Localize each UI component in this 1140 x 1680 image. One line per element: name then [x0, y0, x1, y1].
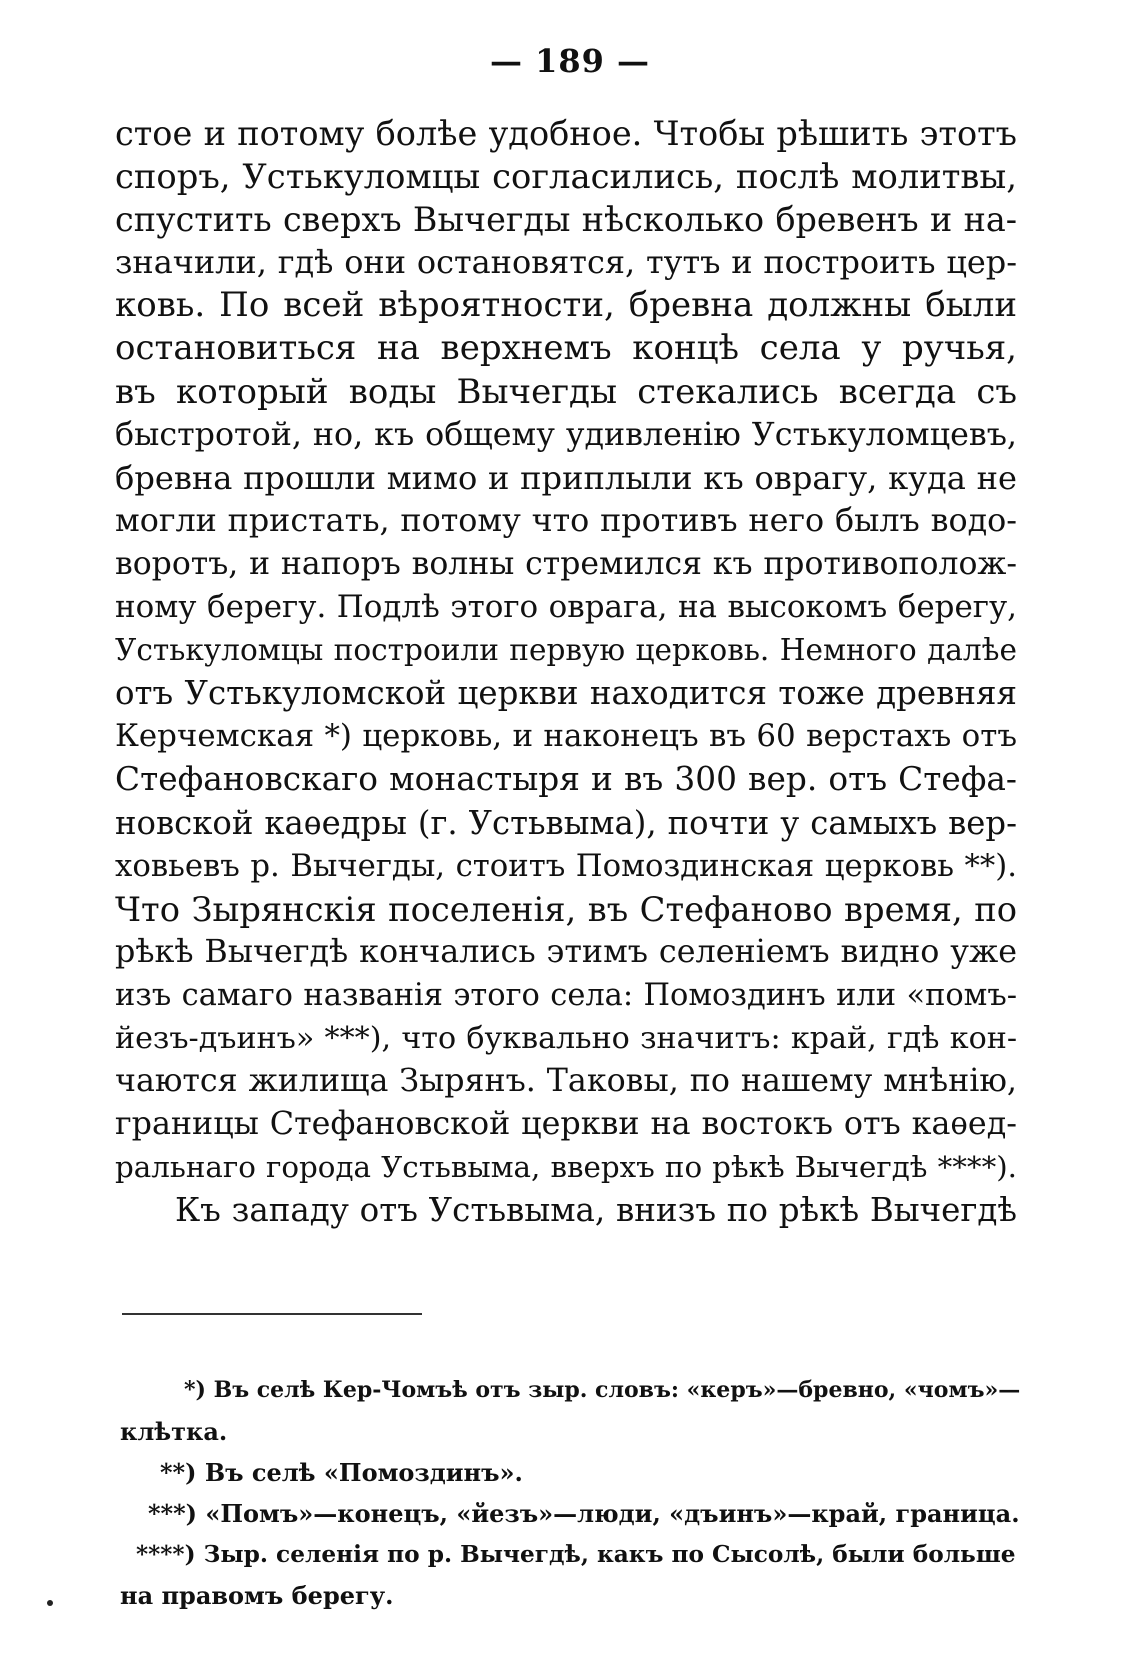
text-line: Что Зырянскія поселенія, въ Стефаново время, по: [115, 889, 1017, 929]
footnote-1-continued: клѣтка.: [120, 1417, 228, 1446]
text-line: новской каѳедры (г. Устьвыма), почти у самыхъ вер-: [115, 803, 1017, 842]
text-line: въ который воды Вычегды стекались всегда съ: [115, 371, 1017, 412]
text-line: изъ самаго названія этого села: Помоздинъ или «помъ-: [115, 977, 1017, 1013]
text-line: Къ западу отъ Устьвыма, внизъ по рѣкѣ Вычегдѣ: [175, 1191, 1017, 1230]
footnote-2: **) Въ селѣ «Помоздинъ».: [160, 1458, 523, 1487]
footnote-4: ****) Зыр. селенія по р. Вычегдѣ, какъ по Сысолѣ, были больше: [136, 1541, 1016, 1568]
text-line: ховьевъ р. Вычегды, стоитъ Помоздинская церковь **).: [115, 847, 1017, 884]
page-number: — 189 —: [489, 42, 651, 80]
footnotes: [120, 1370, 1020, 1616]
text-line: границы Стефановской церкви на востокъ отъ каѳед-: [115, 1106, 1017, 1143]
text-line: Керчемская *) церковь, и наконецъ въ 60 верстахъ отъ: [115, 718, 1017, 755]
footnote-4-continued: на правомъ берегу.: [120, 1581, 394, 1610]
footnote-3: ***) «Помъ»—конецъ, «йезъ»—люди, «дъинъ»—край, граница.: [148, 1499, 1020, 1528]
text-line: могли пристать, потому что противъ него былъ водо-: [115, 502, 1017, 539]
text-line: воротъ, и напоръ волны стремился къ противополож-: [115, 545, 1017, 582]
text-line: споръ, Устькуломцы согласились, послѣ молитвы,: [115, 157, 1017, 197]
text-line: Стефановскаго монастыря и въ 300 вер. отъ Стефа-: [115, 760, 1017, 799]
text-line: Устькуломцы построили первую церковь. Немного далѣе: [115, 633, 1017, 668]
text-line: чаются жилища Зырянъ. Таковы, по нашему мнѣнію,: [115, 1063, 1017, 1100]
text-line: ральнаго города Устьвыма, вверхъ по рѣкѣ Вычегдѣ ****).: [115, 1150, 1017, 1185]
text-line: ному берегу. Подлѣ этого оврага, на высокомъ берегу,: [115, 589, 1017, 626]
text-line: стое и потому болѣе удобное. Чтобы рѣшить этотъ: [115, 114, 1017, 153]
text-line: йезъ-дъинъ» ***), что буквально значитъ: край, гдѣ кон-: [115, 1020, 1017, 1056]
text-line: рѣкѣ Вычегдѣ кончались этимъ селеніемъ видно уже: [115, 933, 1017, 970]
text-line: бревна прошли мимо и приплыли къ оврагу, куда не: [115, 458, 1017, 497]
text-line: значили, гдѣ они остановятся, тутъ и построить цер-: [115, 243, 1017, 282]
text-line: быстротой, но, къ общему удивленію Устькуломцевъ,: [115, 416, 1017, 453]
footnote-separator: [122, 1313, 422, 1315]
text-line: остановиться на верхнемъ концѣ села у ручья,: [115, 328, 1017, 369]
text-line: ковь. По всей вѣроятности, бревна должны были: [115, 285, 1017, 326]
text-line: отъ Устькуломской церкви находится тоже древняя: [115, 674, 1017, 713]
footnote-1: *) Въ селѣ Кер-Чомъѣ отъ зыр. словъ: «керъ»—бревно, «чомъ»—: [184, 1377, 1021, 1403]
ink-speck: [47, 1600, 53, 1606]
text-line: спустить сверхъ Вычегды нѣсколько бревенъ и на-: [115, 200, 1017, 240]
main-text: [115, 112, 1017, 1232]
